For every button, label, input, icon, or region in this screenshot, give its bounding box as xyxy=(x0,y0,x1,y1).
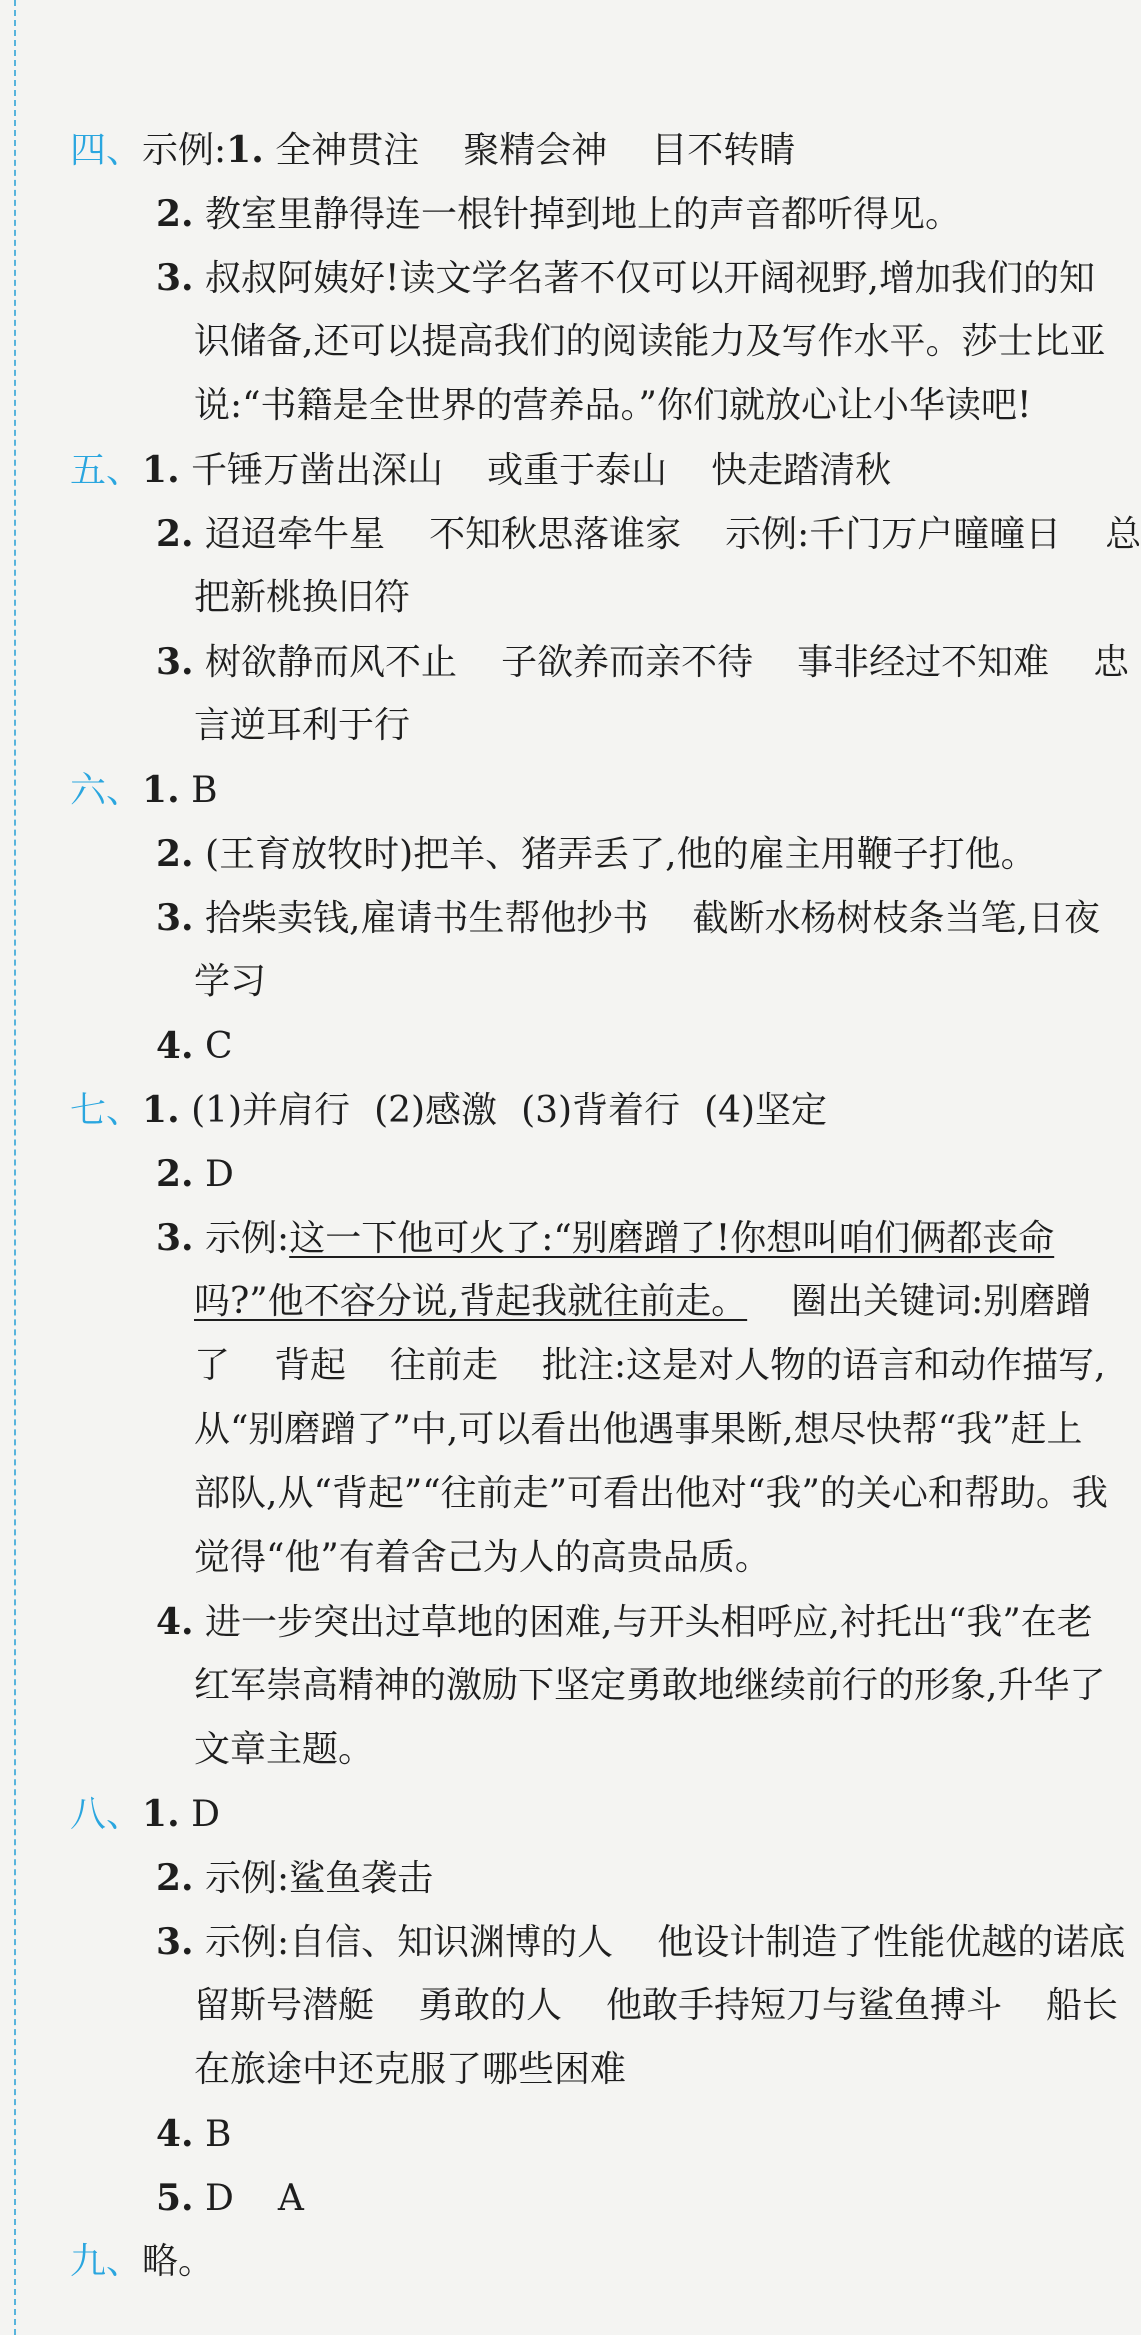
answer-text: 总 xyxy=(1105,514,1141,555)
answer-text: 截断水杨树枝条当笔,日夜 xyxy=(692,898,1100,939)
answer-text: 迢迢牵牛星 xyxy=(205,514,386,555)
answer-line xyxy=(70,2242,1030,2282)
answer-text: 在旅途中还克服了哪些困难 xyxy=(194,2049,627,2090)
item-number: 2. xyxy=(156,833,194,875)
answer-line xyxy=(70,321,1106,362)
item-number: 3. xyxy=(156,257,194,299)
answer-text: (4)坚定 xyxy=(704,1090,828,1131)
section-label: 四、 xyxy=(70,130,143,171)
answer-text: (2)感激 xyxy=(374,1090,498,1131)
item-number: 5. xyxy=(156,2177,194,2219)
answer-line xyxy=(70,2178,1030,2218)
answer-text: 觉得“他”有着舍己为人的高贵品质。 xyxy=(194,1537,771,1578)
answer-line xyxy=(70,1409,1083,1450)
answer-line xyxy=(70,386,1030,426)
answer-text: B xyxy=(191,770,218,811)
item-number: 1. xyxy=(142,769,180,811)
item-number: 1. xyxy=(226,129,264,171)
answer-text: 了 xyxy=(194,1345,231,1386)
answer-line xyxy=(70,706,1030,746)
answer-text: 批注:这是对人物的语言和动作描写, xyxy=(542,1345,1106,1386)
item-number: 3. xyxy=(156,1217,194,1259)
answer-text: 树欲静而风不止 xyxy=(205,642,458,683)
answer-text: (3)背着行 xyxy=(521,1090,681,1131)
answer-text: 他敢手持短刀与鲨鱼搏斗 xyxy=(606,1985,1003,2026)
item-number: 2. xyxy=(156,1857,194,1899)
answer-text: 教室里静得连一根针掉到地上的声音都听得见。 xyxy=(205,194,962,235)
answer-text: 文章主题。 xyxy=(194,1729,375,1770)
underlined-quote: 吗?”他不容分说,背起我就往前走。 xyxy=(194,1281,748,1322)
item-number: 4. xyxy=(156,2113,194,2155)
answer-text: 留斯号潜艇 xyxy=(194,1985,375,2026)
left-dashed-border xyxy=(14,0,16,2335)
answer-text: D xyxy=(191,1794,220,1835)
answer-text: 聚精会神 xyxy=(463,130,608,171)
answer-text: 快走踏清秋 xyxy=(711,450,892,491)
answer-line xyxy=(70,897,1100,939)
answer-text: 示例:千门万户曈曈日 xyxy=(725,514,1062,555)
answer-text: 全神贯注 xyxy=(275,130,420,171)
answer-text: (王育放牧时)把羊、猪弄丢了,他的雇主用鞭子打他。 xyxy=(205,834,1037,875)
answer-line xyxy=(70,1345,1106,1386)
answer-line xyxy=(70,257,1095,299)
answer-line xyxy=(70,450,1030,490)
answer-text: 示例: xyxy=(205,1218,290,1259)
item-number: 3. xyxy=(156,1921,194,1963)
section-label: 九、 xyxy=(70,2241,143,2282)
item-number: 2. xyxy=(156,193,194,235)
item-number: 2. xyxy=(156,1153,194,1195)
section-label: 七、 xyxy=(70,1090,143,1131)
answer-text: 进一步突出过草地的困难,与开头相呼应,衬托出“我”在老 xyxy=(205,1602,1093,1643)
answer-line xyxy=(70,1858,1030,1898)
answer-text: 红军崇高精神的激励下坚定勇敢地继续前行的形象,升华了 xyxy=(194,1665,1106,1706)
item-number: 2. xyxy=(156,513,194,555)
section-label: 八、 xyxy=(70,1794,143,1835)
answer-text: 不知秋思落谁家 xyxy=(429,514,682,555)
answer-text: 子欲养而亲不待 xyxy=(501,642,754,683)
answer-text: 学习 xyxy=(194,961,267,1002)
answer-text: 千锤万凿出深山 xyxy=(191,450,444,491)
answer-text: 言逆耳利于行 xyxy=(194,705,411,746)
answer-line xyxy=(70,130,1030,170)
answer-text: 从“别磨蹭了”中,可以看出他遇事果断,想尽快帮“我”赶上 xyxy=(194,1409,1083,1450)
answer-text: B xyxy=(205,2114,232,2155)
answer-text: A xyxy=(277,2178,304,2219)
answer-line xyxy=(70,1090,1030,1130)
section-label: 五、 xyxy=(70,450,143,491)
answer-text: 说:“书籍是全世界的营养品。”你们就放心让小华读吧! xyxy=(194,385,1032,426)
answer-line xyxy=(70,1985,1119,2026)
answer-line xyxy=(70,962,1030,1002)
item-number: 3. xyxy=(156,641,194,683)
answer-line xyxy=(70,1601,1093,1643)
answer-line xyxy=(70,194,1030,234)
answer-line xyxy=(70,1154,1030,1194)
answer-text: 叔叔阿姨好!读文学名著不仅可以开阔视野,增加我们的知 xyxy=(205,258,1095,299)
answer-text: 圈出关键词:别磨蹭 xyxy=(791,1281,1092,1322)
answer-line xyxy=(70,578,1030,618)
answer-line xyxy=(70,1794,1030,1834)
answer-text: 把新桃换旧符 xyxy=(194,577,411,618)
answer-line xyxy=(70,1730,1030,1770)
item-number: 4. xyxy=(156,1025,194,1067)
answer-line xyxy=(70,641,1130,683)
answer-text: D xyxy=(205,1154,234,1195)
item-number: 4. xyxy=(156,1601,194,1643)
answer-text: 往前走 xyxy=(390,1345,499,1386)
item-number: 1. xyxy=(142,1089,180,1131)
answer-text: (1)并肩行 xyxy=(191,1090,351,1131)
answer-text: 勇敢的人 xyxy=(418,1985,563,2026)
item-number: 3. xyxy=(156,897,194,939)
answer-text: 示例:鲨鱼袭击 xyxy=(205,1858,434,1899)
answer-text: 示例:自信、知识渊博的人 xyxy=(205,1922,614,1963)
answer-text: D xyxy=(205,2178,234,2219)
answer-text: 目不转睛 xyxy=(651,130,796,171)
answer-line xyxy=(70,513,1141,555)
section-label: 六、 xyxy=(70,770,143,811)
item-number: 1. xyxy=(142,1793,180,1835)
answer-line xyxy=(70,2114,1030,2154)
answer-line xyxy=(70,1665,1106,1706)
answer-text: 略。 xyxy=(142,2241,215,2282)
answer-text: 事非经过不知难 xyxy=(797,642,1050,683)
item-number: 1. xyxy=(142,449,180,491)
answer-line xyxy=(70,1217,1055,1259)
answer-text: 或重于泰山 xyxy=(487,450,668,491)
answer-text: 背起 xyxy=(274,1345,347,1386)
answer-line xyxy=(70,770,1030,810)
answer-line xyxy=(70,1473,1108,1514)
answer-text: 他设计制造了性能优越的诺底 xyxy=(657,1922,1126,1963)
answer-text: 拾柴卖钱,雇请书生帮他抄书 xyxy=(205,898,649,939)
answer-content xyxy=(70,129,1141,2306)
answer-line xyxy=(70,2050,1030,2090)
answer-line xyxy=(70,1026,1030,1066)
underlined-quote: 这一下他可火了:“别磨蹭了!你想叫咱们俩都丧命 xyxy=(289,1218,1055,1259)
answer-text: 示例: xyxy=(142,130,227,171)
answer-line xyxy=(70,833,1037,875)
answer-line xyxy=(70,1281,1092,1322)
answer-line xyxy=(70,1538,1030,1578)
answer-text: 船长 xyxy=(1046,1985,1119,2026)
answer-text: C xyxy=(205,1026,233,1067)
answer-text: 忠 xyxy=(1093,642,1130,683)
answer-line xyxy=(70,1921,1126,1963)
answer-text: 部队,从“背起”“往前走”可看出他对“我”的关心和帮助。我 xyxy=(194,1473,1108,1514)
answer-text: 识储备,还可以提高我们的阅读能力及写作水平。莎士比亚 xyxy=(194,321,1106,362)
